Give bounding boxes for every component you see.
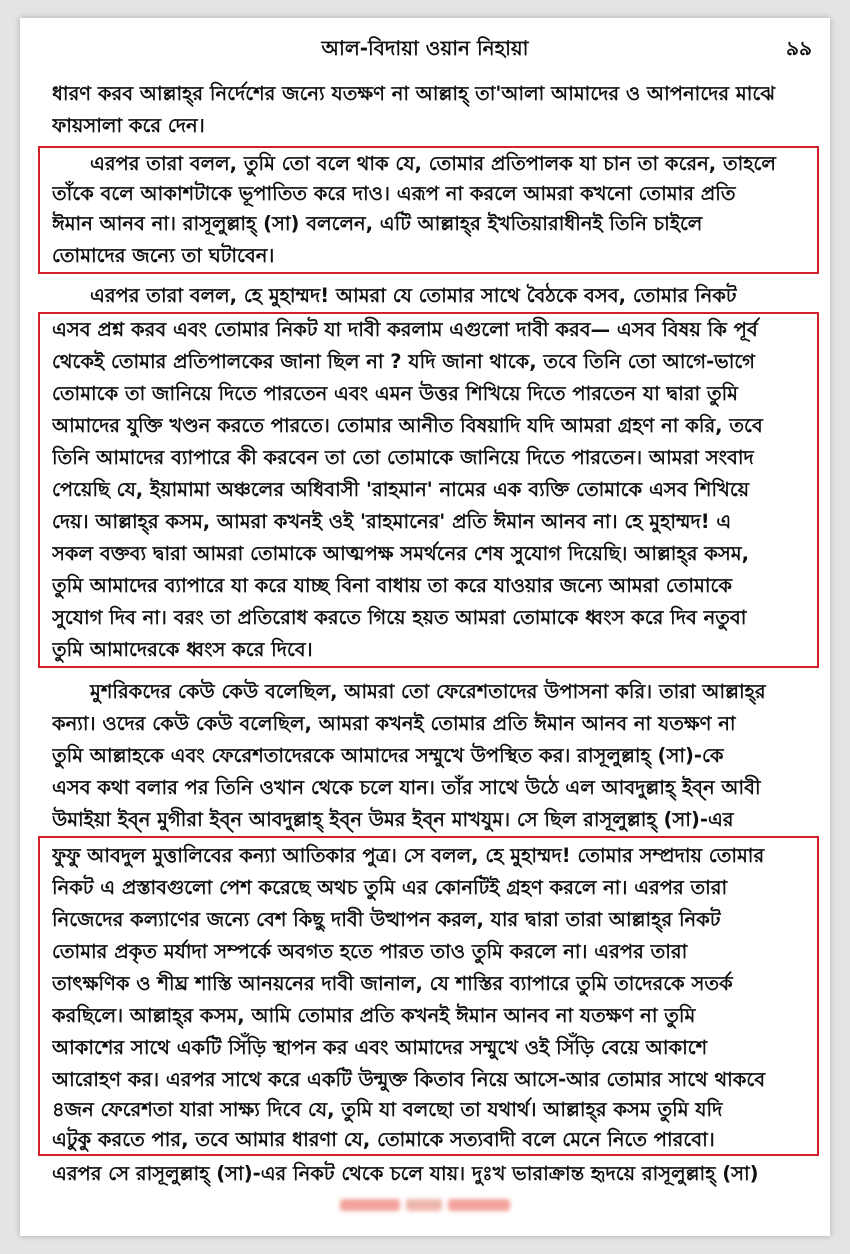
text-line: মুশরিকদের কেউ কেউ বলেছিল, আমরা তো ফেরেশতাদের উপাসনা করি। তারা আল্লাহ্‌র: [90, 680, 766, 703]
blurred-watermark: [340, 1194, 510, 1216]
text-line: তোমাকে তা জানিয়ে দিতে পারতেন এবং এমন উত্তর শিখিয়ে দিতে পারতেন যা দ্বারা তুমি: [52, 382, 738, 405]
text-line: ফায়সালা করে দেন।: [52, 114, 205, 137]
text-line: সকল বক্তব্য দ্বারা আমরা তোমাকে আত্মপক্ষ সমর্থনের শেষ সুযোগ দিয়েছি। আল্লাহ্‌র কসম,: [52, 542, 749, 565]
text-line: নিজেদের কল্যাণের জন্যে বেশ কিছু দাবী উত্থাপন করল, যার দ্বারা তারা আল্লাহ্‌র নিকট: [52, 908, 721, 931]
book-title: আল-বিদায়া ওয়ান নিহায়া: [321, 36, 529, 60]
text-line: তুমি আল্লাহকে এবং ফেরেশতাদেরকে আমাদের সম্মুখে উপস্থিত কর। রাসূলুল্লাহ্ (সা)-কে: [52, 744, 724, 767]
text-line: ৪জন ফেরেশতা যারা সাক্ষ্য দিবে যে, তুমি যা বলছো তা যথার্থ। আল্লাহ্‌র কসম তুমি যদি: [52, 1098, 723, 1121]
text-line: উমাইয়া ইব্‌ন মুগীরা ইব্‌ন আবদুল্লাহ্ ইব্‌ন উমর ইব্‌ন মাখযুম। সে ছিল রাসূলুল্লাহ্ (সা)-এর: [52, 808, 734, 831]
document-page: [20, 18, 830, 1236]
text-line: এটুকু করতে পার, তবে আমার ধারণা যে, তোমাকে সত্যবাদী বলে মেনে নিতে পারবো।: [52, 1128, 715, 1151]
text-line: এসব কথা বলার পর তিনি ওখান থেকে চলে যান। তাঁর সাথে উঠে এল আবদুল্লাহ্ ইব্‌ন আবী: [52, 776, 761, 799]
text-line: সুযোগ দিব না। বরং তা প্রতিরোধ করতে গিয়ে হয়ত আমরা তোমাকে ধ্বংস করে দিব নতুবা: [52, 606, 747, 629]
text-line: তোমাদের জন্যে তা ঘটাবেন।: [52, 244, 275, 267]
text-line: করছিলে। আল্লাহ্‌র কসম, আমি তোমার প্রতি কখনই ঈমান আনব না যতক্ষণ না তুমি: [52, 1004, 696, 1027]
text-line: ঈমান আনব না। রাসূলুল্লাহ্ (সা) বললেন, এটি আল্লাহ্‌র ইখতিয়ারাধীনই তিনি চাইলে: [52, 212, 703, 235]
text-line: কন্যা। ওদের কেউ কেউ বলেছিল, আমরা কখনই তোমার প্রতি ঈমান আনব না যতক্ষণ না: [52, 712, 736, 735]
text-line: দেয়। আল্লাহ্‌র কসম, আমরা কখনই ওই 'রাহমানের' প্রতি ঈমান আনব না। হে মুহাম্মদ! এ: [52, 510, 732, 533]
text-line: নিকট এ প্রস্তাবগুলো পেশ করেছে অথচ তুমি এর কোনটিই গ্রহণ করলে না। এরপর তারা: [52, 876, 728, 899]
text-line: তোমার প্রকৃত মর্যাদা সম্পর্কে অবগত হতে পারত তাও তুমি করলে না। এরপর তারা: [52, 940, 688, 963]
text-line: ধারণ করব আল্লাহ্‌র নির্দেশের জন্যে যতক্ষণ না আল্লাহ্ তা'আলা আমাদের ও আপনাদের মাঝে: [52, 82, 776, 105]
page-number: ৯৯: [786, 36, 812, 60]
text-line: ফুফু আবদুল মুত্তালিবের কন্যা আতিকার পুত্র। সে বলল, হে মুহাম্মদ! তোমার সম্প্রদায় তোমার: [52, 844, 765, 867]
text-line: আকাশের সাথে একটি সিঁড়ি স্থাপন কর এবং আমাদের সম্মুখে ওই সিঁড়ি বেয়ে আকাশে: [52, 1036, 708, 1059]
page-header: [20, 34, 830, 64]
text-line: এরপর তারা বলল, তুমি তো বলে থাক যে, তোমার প্রতিপালক যা চান তা করেন, তাহলে: [90, 152, 776, 175]
text-line: তিনি আমাদের ব্যাপারে কী করবেন তা তো তোমাকে জানিয়ে দিতে পারতেন। আমরা সংবাদ: [52, 446, 754, 469]
text-line: থেকেই তোমার প্রতিপালকের জানা ছিল না ? যদি জানা থাকে, তবে তিনি তো আগে-ভাগে: [52, 350, 755, 373]
text-line: তুমি আমাদেরকে ধ্বংস করে দিবে।: [52, 638, 313, 661]
text-line: তাঁকে বলে আকাশটাকে ভূপাতিত করে দাও। এরূপ না করলে আমরা কখনো তোমার প্রতি: [52, 182, 736, 205]
text-line: পেয়েছি যে, ইয়ামামা অঞ্চলের অধিবাসী 'রাহমান' নামের এক ব্যক্তি তোমাকে এসব শিখিয়ে: [52, 478, 750, 501]
text-line: এরপর তারা বলল, হে মুহাম্মদ! আমরা যে তোমার সাথে বৈঠকে বসব, তোমার নিকট: [90, 284, 737, 307]
text-line: এরপর সে রাসূলুল্লাহ্ (সা)-এর নিকট থেকে চলে যায়। দুঃখ ভারাক্রান্ত হৃদয়ে রাসূলুল্লাহ্ (সা): [52, 1162, 759, 1185]
text-line: আরোহণ কর। এরপর সাথে করে একটি উন্মুক্ত কিতাব নিয়ে আসে-আর তোমার সাথে থাকবে: [52, 1068, 766, 1091]
text-line: তুমি আমাদের ব্যাপারে যা করে যাচ্ছ বিনা বাধায় তা করে যাওয়ার জন্যে আমরা তোমাকে: [52, 574, 732, 597]
text-line: তাৎক্ষণিক ও শীঘ্র শাস্তি আনয়নের দাবী জানাল, যে শাস্তির ব্যাপারে তুমি তাদেরকে সতর্ক: [52, 972, 733, 995]
text-line: এসব প্রশ্ন করব এবং তোমার নিকট যা দাবী করলাম এগুলো দাবী করব— এসব বিষয় কি পূর্ব: [52, 318, 758, 341]
text-line: আমাদের যুক্তি খণ্ডন করতে পারতে। তোমার আনীত বিষয়াদি যদি আমরা গ্রহণ না করি, তবে: [52, 414, 763, 437]
